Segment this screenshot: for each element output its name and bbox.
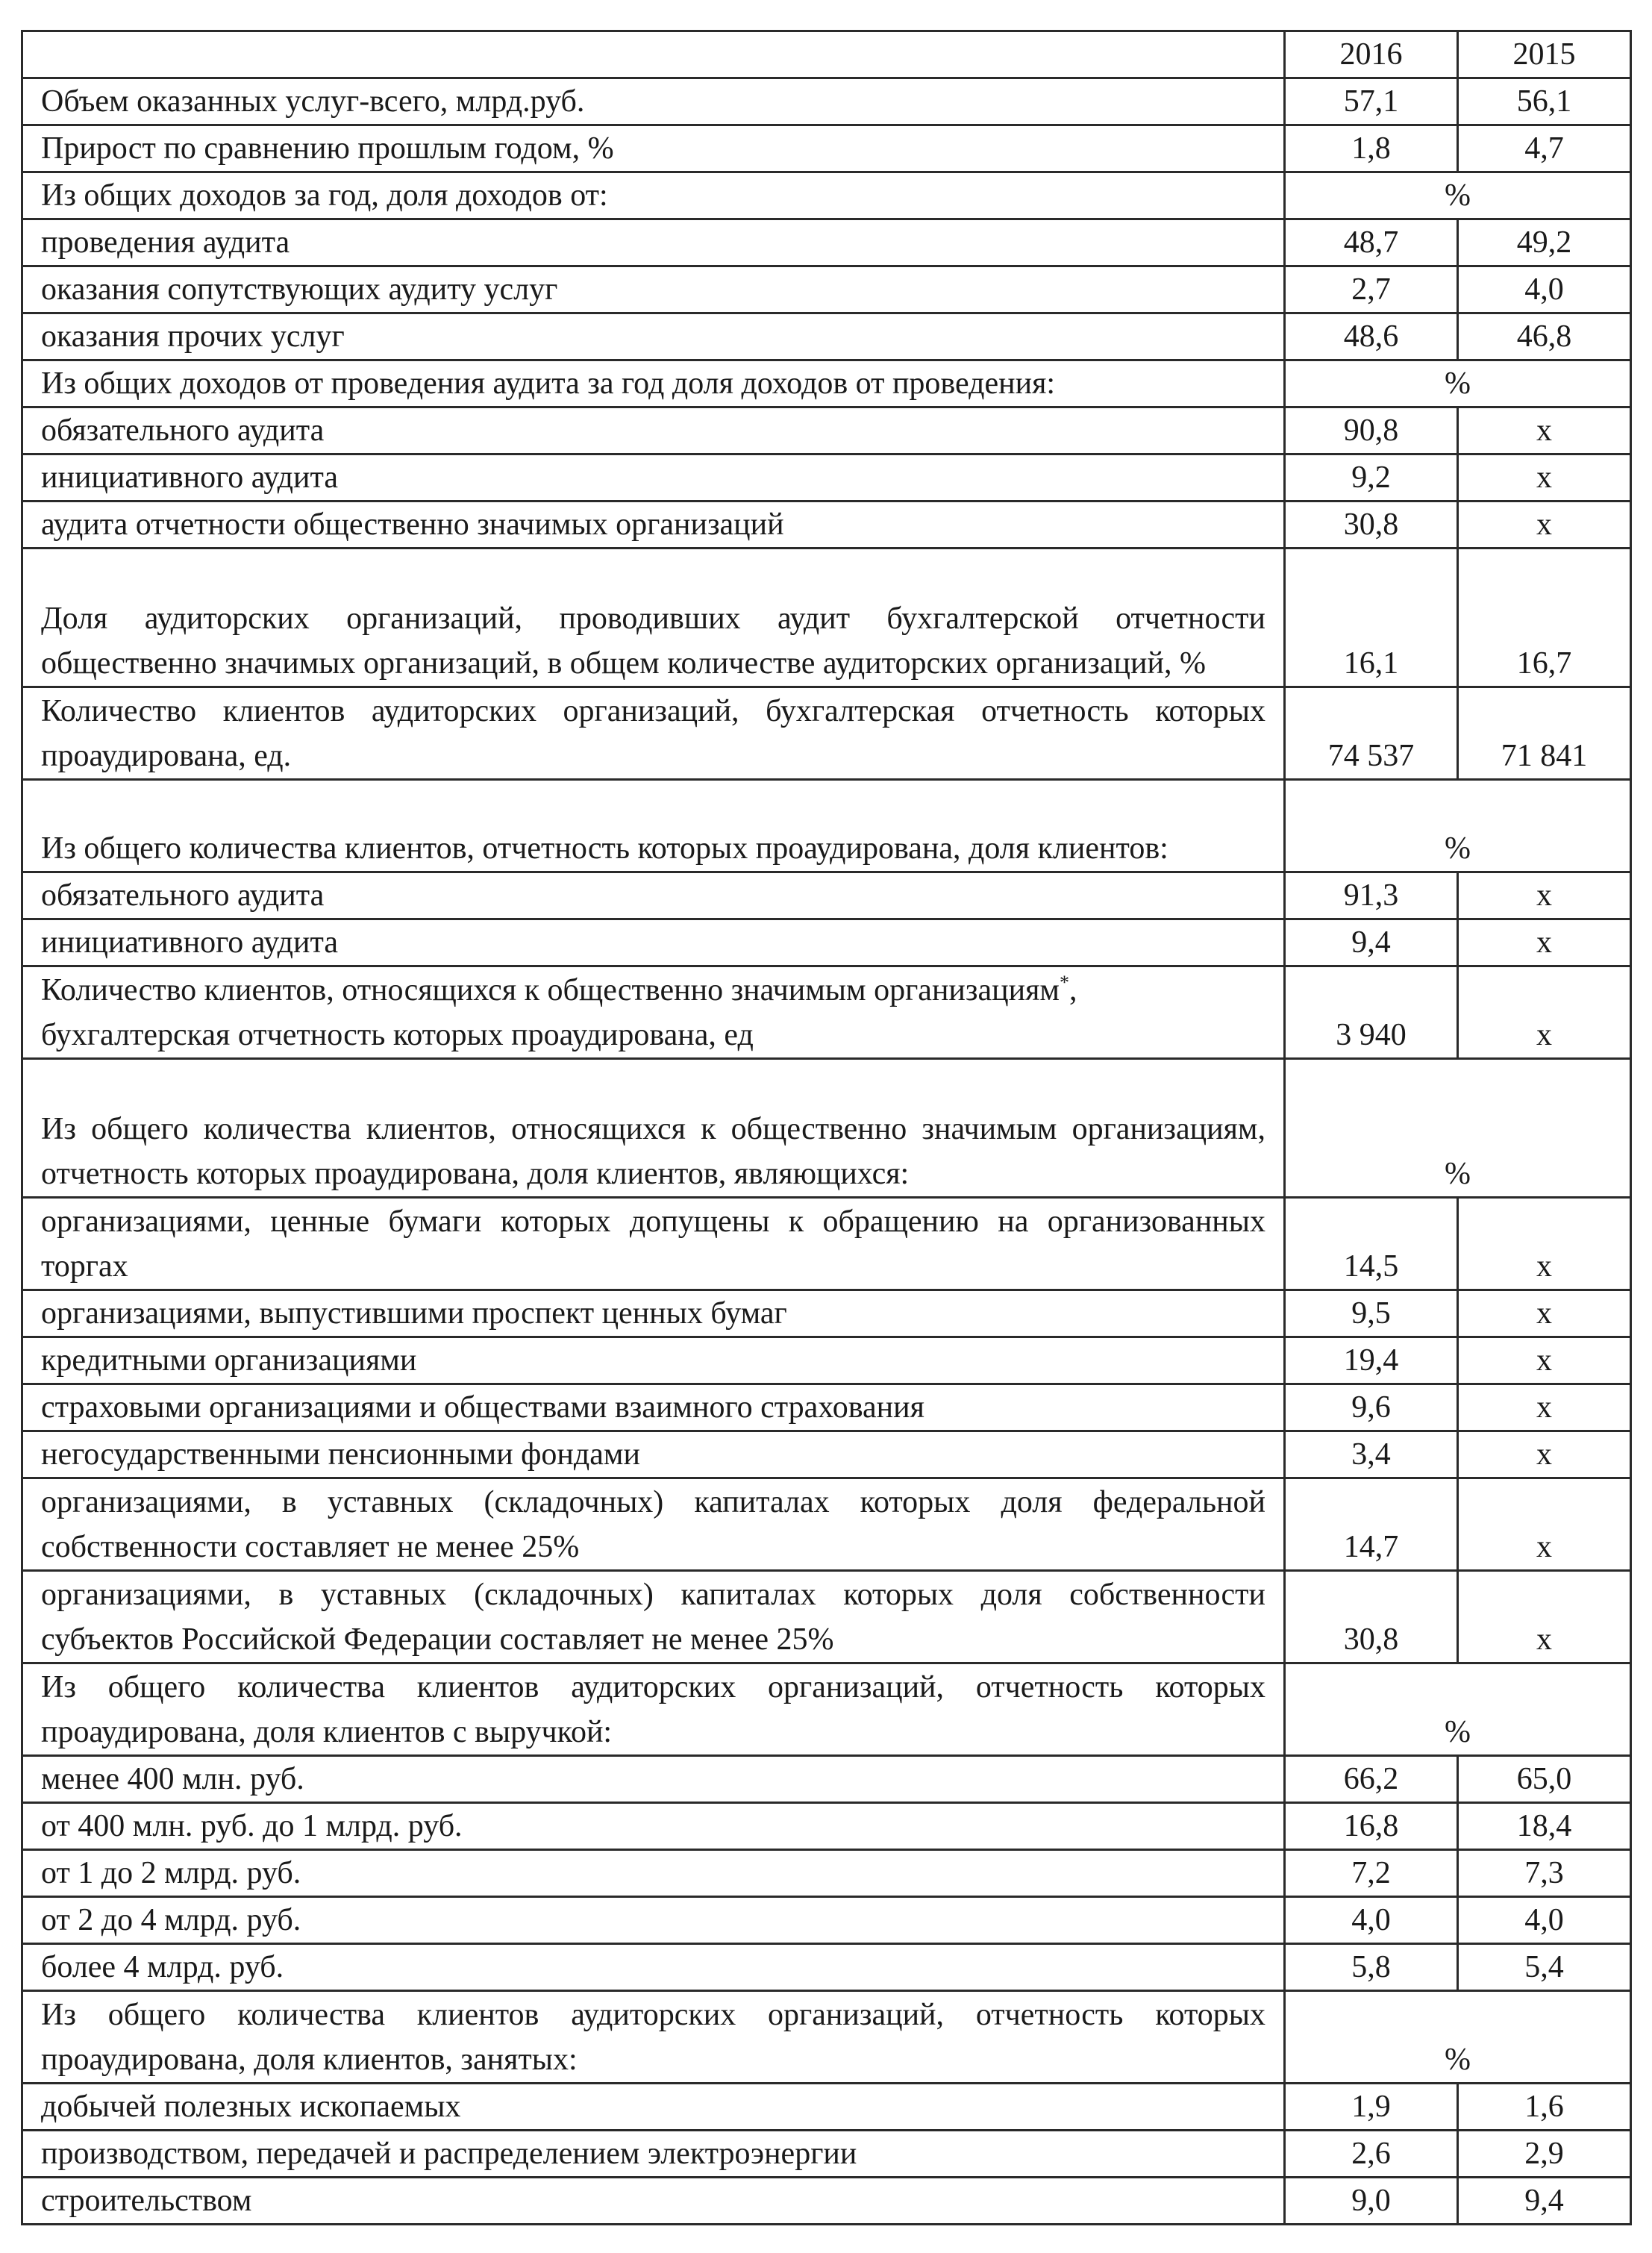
row-label: добычей полезных ископаемых: [22, 2084, 1285, 2131]
value-2015: 9,4: [1458, 2178, 1631, 2225]
table-row: [22, 1897, 1631, 1944]
value-2016: 3 940: [1285, 966, 1458, 1059]
value-2016: 9,6: [1285, 1384, 1458, 1431]
value-2015: 49,2: [1458, 219, 1631, 266]
row-label: Количество клиентов аудиторских организаций, бухгалтерская отчетность которых проаудирована, ед.: [22, 687, 1285, 780]
footnote-mark: *: [1059, 972, 1069, 993]
value-2016: 9,2: [1285, 454, 1458, 501]
value-2016: 30,8: [1285, 1571, 1458, 1663]
section-header-row: [22, 1663, 1631, 1756]
table-row: [22, 549, 1631, 687]
value-2015: 7,3: [1458, 1850, 1631, 1897]
value-2016: 14,7: [1285, 1478, 1458, 1571]
table-row: [22, 1384, 1631, 1431]
section-header-row: [22, 780, 1631, 872]
value-2015: x: [1458, 407, 1631, 454]
unit-percent: %: [1285, 1059, 1631, 1198]
unit-percent: %: [1285, 1991, 1631, 2084]
row-label: от 1 до 2 млрд. руб.: [22, 1850, 1285, 1897]
value-2016: 14,5: [1285, 1198, 1458, 1290]
table-header-row: [22, 31, 1631, 78]
value-2015: x: [1458, 1290, 1631, 1337]
value-2015: x: [1458, 1337, 1631, 1384]
section-label: Из общих доходов от проведения аудита за год доля доходов от проведения:: [22, 360, 1285, 407]
value-2016: 5,8: [1285, 1944, 1458, 1991]
value-2015: 5,4: [1458, 1944, 1631, 1991]
table-row: [22, 872, 1631, 919]
row-label: оказания прочих услуг: [22, 313, 1285, 360]
row-label: оказания сопутствующих аудиту услуг: [22, 266, 1285, 313]
section-label: Из общих доходов за год, доля доходов от:: [22, 172, 1285, 219]
row-label: аудита отчетности общественно значимых организаций: [22, 501, 1285, 549]
value-2016: 57,1: [1285, 78, 1458, 125]
value-2015: 1,6: [1458, 2084, 1631, 2131]
table-row: [22, 2084, 1631, 2131]
value-2015: x: [1458, 966, 1631, 1059]
table-row: [22, 1803, 1631, 1850]
value-2015: x: [1458, 872, 1631, 919]
value-2015: 65,0: [1458, 1756, 1631, 1803]
value-2015: 4,7: [1458, 125, 1631, 172]
table-row: [22, 313, 1631, 360]
row-label: проведения аудита: [22, 219, 1285, 266]
value-2016: 16,8: [1285, 1803, 1458, 1850]
value-2016: 16,1: [1285, 549, 1458, 687]
value-2016: 2,6: [1285, 2131, 1458, 2178]
value-2015: x: [1458, 919, 1631, 966]
value-2016: 2,7: [1285, 266, 1458, 313]
section-header-row: [22, 1991, 1631, 2084]
table-row: [22, 966, 1631, 1059]
value-2016: 48,6: [1285, 313, 1458, 360]
row-label: Объем оказанных услуг-всего, млрд.руб.: [22, 78, 1285, 125]
section-header-row: [22, 360, 1631, 407]
unit-percent: %: [1285, 172, 1631, 219]
table-row: [22, 266, 1631, 313]
row-label-part-b: , бухгалтерская отчетность которых проаудирована, ед: [41, 973, 1077, 1052]
row-label: Доля аудиторских организаций, проводивших аудит бухгалтерской отчетности общественно значимых организаций, в общем количестве аудиторских организаций, %: [22, 549, 1285, 687]
row-label: негосударственными пенсионными фондами: [22, 1431, 1285, 1478]
value-2016: 66,2: [1285, 1756, 1458, 1803]
value-2015: 18,4: [1458, 1803, 1631, 1850]
value-2016: 30,8: [1285, 501, 1458, 549]
table-row: [22, 1431, 1631, 1478]
value-2015: 2,9: [1458, 2131, 1631, 2178]
table-row: [22, 219, 1631, 266]
row-label: организациями, выпустившими проспект ценных бумаг: [22, 1290, 1285, 1337]
table-row: [22, 687, 1631, 780]
value-2015: 71 841: [1458, 687, 1631, 780]
value-2016: 9,5: [1285, 1290, 1458, 1337]
value-2016: 48,7: [1285, 219, 1458, 266]
section-label: Из общего количества клиентов, отчетность которых проаудирована, доля клиентов:: [22, 780, 1285, 872]
table-row: [22, 1478, 1631, 1571]
statistics-table: [21, 30, 1632, 2225]
header-year-2015: 2015: [1458, 31, 1631, 78]
row-label: кредитными организациями: [22, 1337, 1285, 1384]
table-row: [22, 407, 1631, 454]
row-label: Прирост по сравнению прошлым годом, %: [22, 125, 1285, 172]
section-label: Из общего количества клиентов, относящихся к общественно значимым организациям, отчетность которых проаудирована, доля клиентов, являющихся:: [22, 1059, 1285, 1198]
value-2015: 4,0: [1458, 1897, 1631, 1944]
value-2015: x: [1458, 454, 1631, 501]
value-2016: 1,8: [1285, 125, 1458, 172]
value-2015: x: [1458, 1478, 1631, 1571]
section-header-row: [22, 1059, 1631, 1198]
value-2016: 1,9: [1285, 2084, 1458, 2131]
value-2016: 4,0: [1285, 1897, 1458, 1944]
row-label: организациями, в уставных (складочных) капиталах которых доля федеральной собственности составляет не менее 25%: [22, 1478, 1285, 1571]
value-2015: x: [1458, 501, 1631, 549]
row-label: обязательного аудита: [22, 407, 1285, 454]
value-2015: x: [1458, 1384, 1631, 1431]
table-row: [22, 125, 1631, 172]
table-row: [22, 454, 1631, 501]
table-row: [22, 2131, 1631, 2178]
value-2016: 74 537: [1285, 687, 1458, 780]
value-2015: 46,8: [1458, 313, 1631, 360]
unit-percent: %: [1285, 360, 1631, 407]
table-row: [22, 1290, 1631, 1337]
table-row: [22, 2178, 1631, 2225]
row-label: строительством: [22, 2178, 1285, 2225]
table-row: [22, 919, 1631, 966]
table-row: [22, 1337, 1631, 1384]
section-label: Из общего количества клиентов аудиторских организаций, отчетность которых проаудирована, доля клиентов, занятых:: [22, 1991, 1285, 2084]
row-label: инициативного аудита: [22, 454, 1285, 501]
row-label: от 2 до 4 млрд. руб.: [22, 1897, 1285, 1944]
header-year-2016: 2016: [1285, 31, 1458, 78]
value-2015: 4,0: [1458, 266, 1631, 313]
row-label: менее 400 млн. руб.: [22, 1756, 1285, 1803]
table-row: [22, 1571, 1631, 1663]
row-label: [22, 966, 1285, 1059]
table-row: [22, 501, 1631, 549]
table-row: [22, 1756, 1631, 1803]
row-label: инициативного аудита: [22, 919, 1285, 966]
row-label: обязательного аудита: [22, 872, 1285, 919]
unit-percent: %: [1285, 780, 1631, 872]
table-row: [22, 1944, 1631, 1991]
value-2016: 91,3: [1285, 872, 1458, 919]
value-2016: 3,4: [1285, 1431, 1458, 1478]
value-2015: x: [1458, 1431, 1631, 1478]
value-2015: x: [1458, 1198, 1631, 1290]
row-label: организациями, ценные бумаги которых допущены к обращению на организованных торгах: [22, 1198, 1285, 1290]
table-row: [22, 1198, 1631, 1290]
table-row: [22, 78, 1631, 125]
value-2015: x: [1458, 1571, 1631, 1663]
row-label: от 400 млн. руб. до 1 млрд. руб.: [22, 1803, 1285, 1850]
value-2015: 16,7: [1458, 549, 1631, 687]
section-header-row: [22, 172, 1631, 219]
section-label: Из общего количества клиентов аудиторских организаций, отчетность которых проаудирована, доля клиентов с выручкой:: [22, 1663, 1285, 1756]
row-label: страховыми организациями и обществами взаимного страхования: [22, 1384, 1285, 1431]
value-2016: 9,4: [1285, 919, 1458, 966]
row-label: организациями, в уставных (складочных) капиталах которых доля собственности субъектов Российской Федерации составляет не менее 25%: [22, 1571, 1285, 1663]
table-row: [22, 1850, 1631, 1897]
value-2016: 19,4: [1285, 1337, 1458, 1384]
value-2016: 9,0: [1285, 2178, 1458, 2225]
row-label: более 4 млрд. руб.: [22, 1944, 1285, 1991]
unit-percent: %: [1285, 1663, 1631, 1756]
value-2016: 7,2: [1285, 1850, 1458, 1897]
row-label-part-a: Количество клиентов, относящихся к общественно значимым организациям: [41, 973, 1060, 1007]
row-label: производством, передачей и распределением электроэнергии: [22, 2131, 1285, 2178]
header-label-cell: [22, 31, 1285, 78]
value-2016: 90,8: [1285, 407, 1458, 454]
value-2015: 56,1: [1458, 78, 1631, 125]
